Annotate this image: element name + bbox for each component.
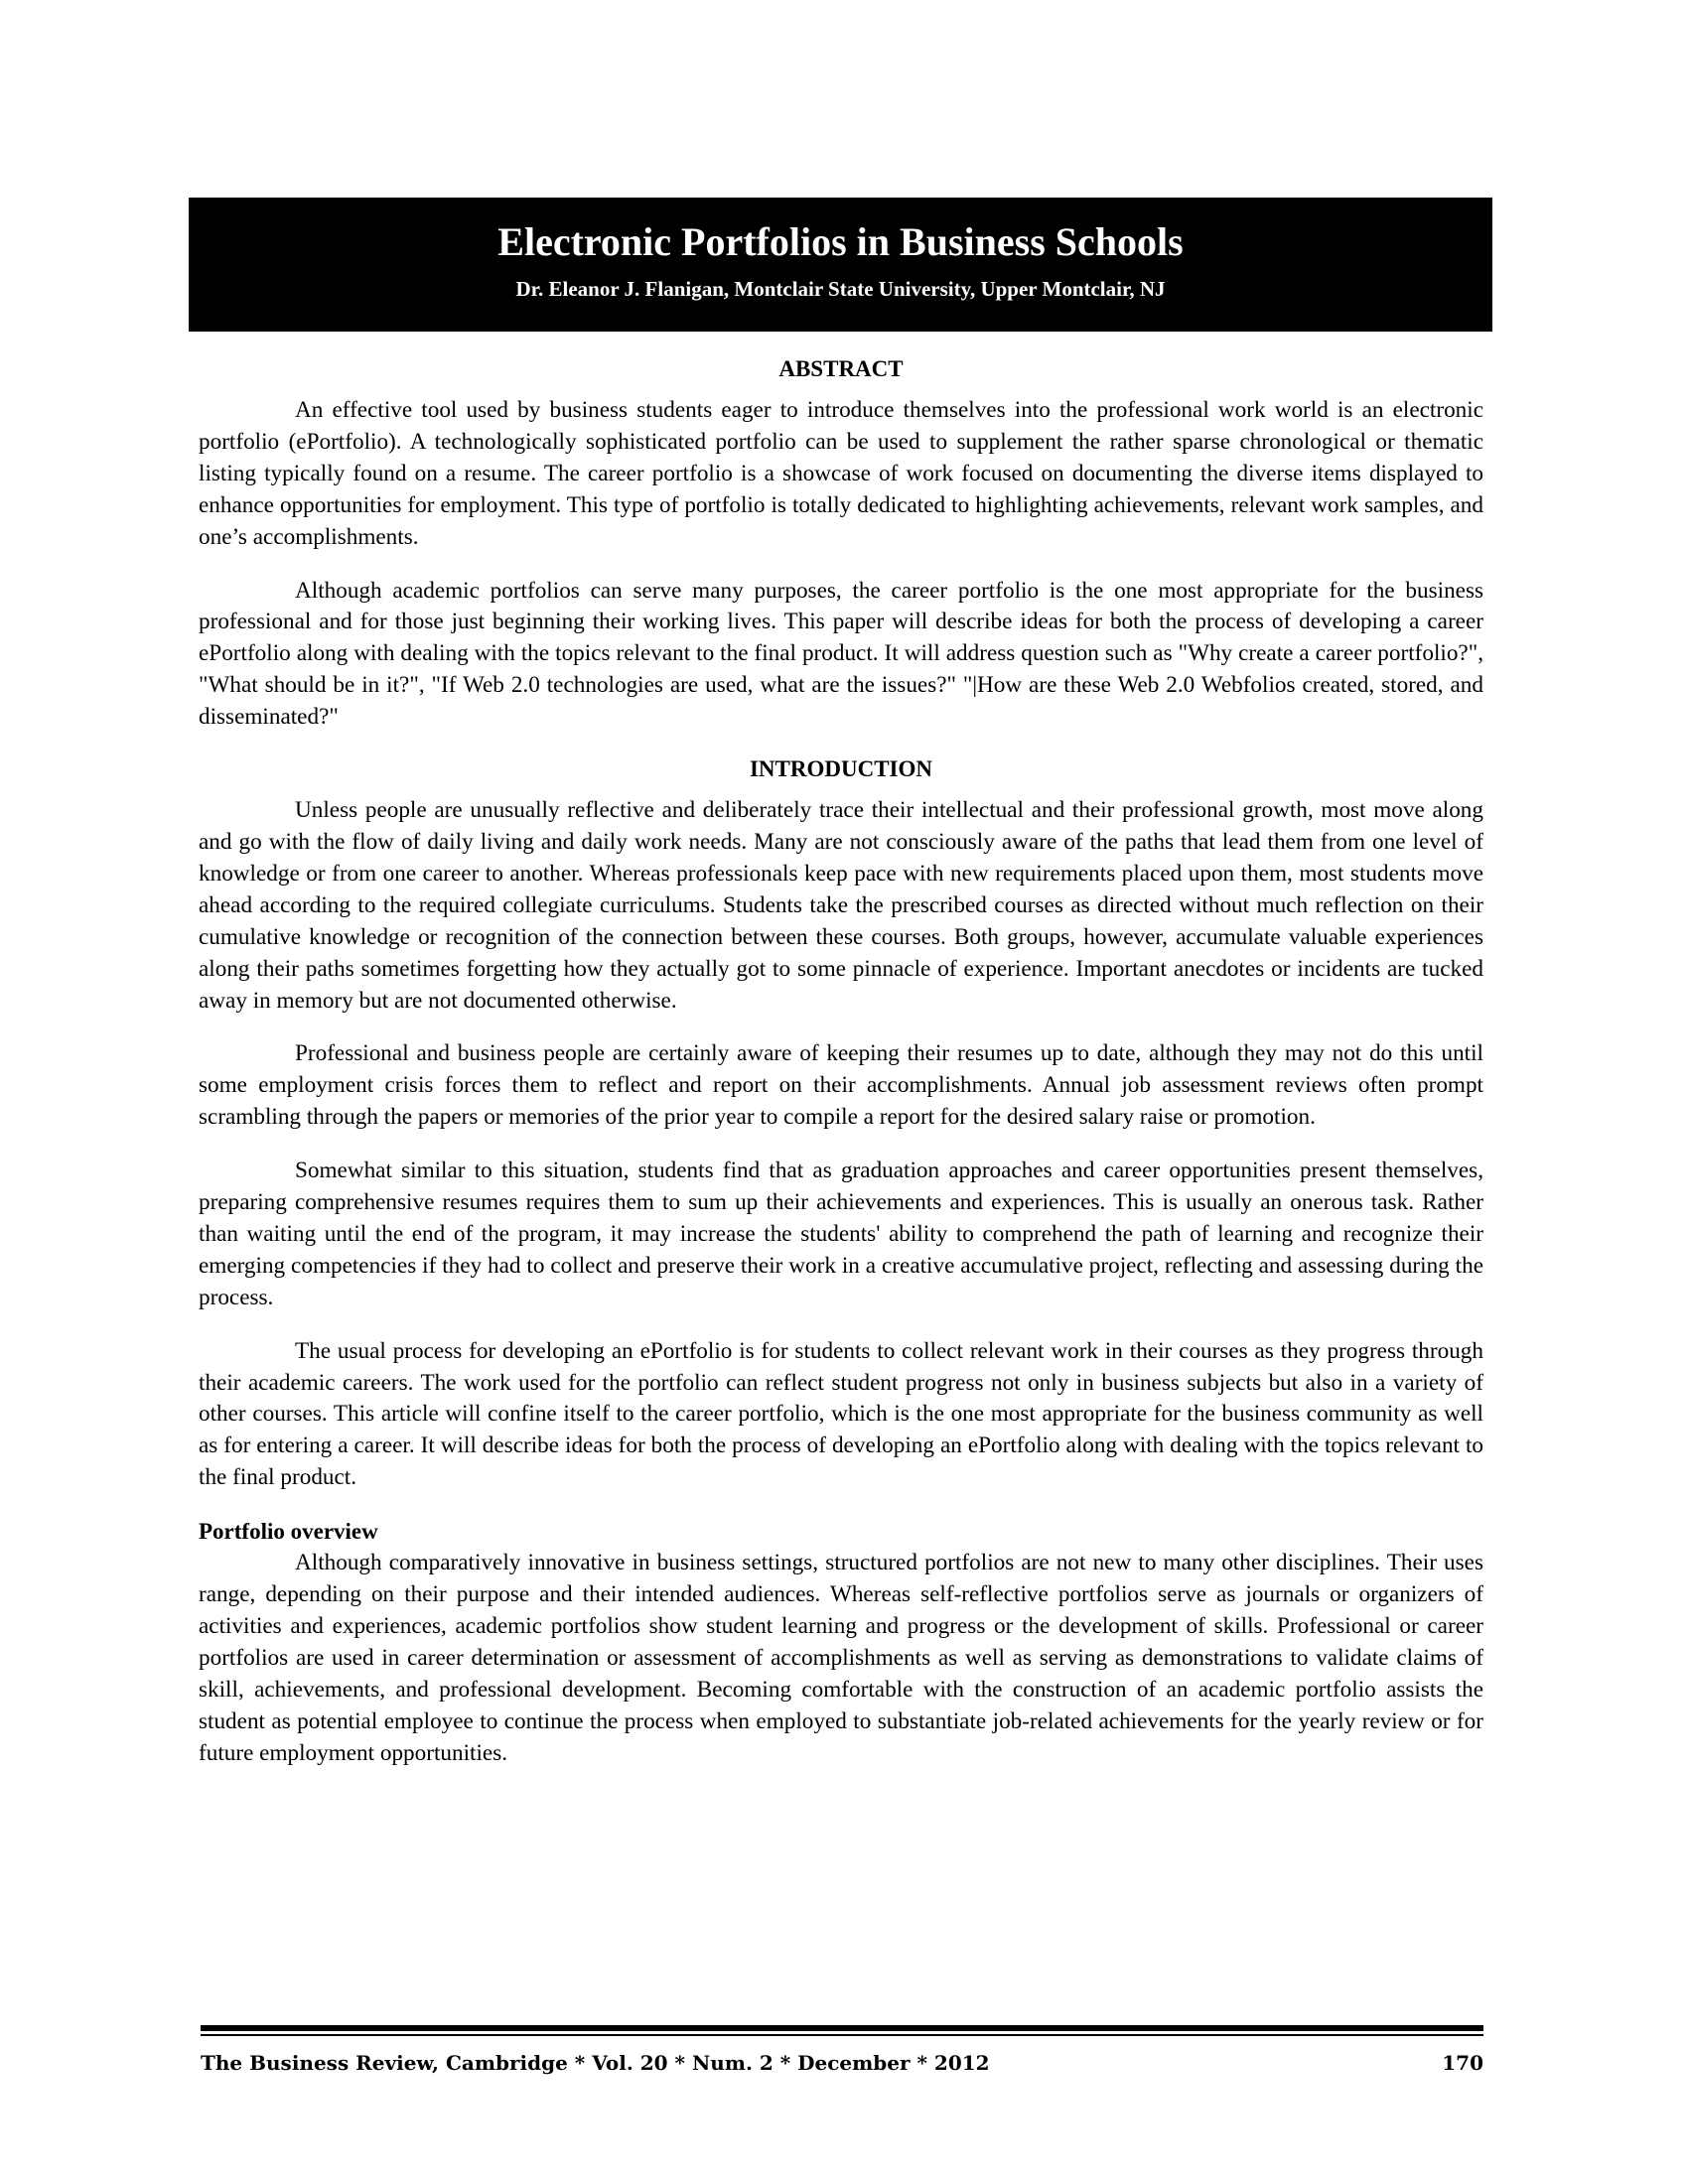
abstract-paragraph: Although academic portfolios can serve many purposes, the career portfolio is the one most appropriate for the business professional and for those just beginning their working lives. This paper will describe ideas for both the process of developing a career ePortfolio along with dealing with the topics relevant to the final product. It will address question such as "Why create a career portfolio?", "What should be in it?", "If Web 2.0 technologies are used, what are the issues?" "|How are these Web 2.0 Webfolios created, stored, and disseminated?" — [199, 577, 1483, 731]
abstract-heading: ABSTRACT — [778, 356, 904, 381]
journal-citation: The Business Review, Cambridge * Vol. 20 * Num. 2 * December * 2012 — [201, 2051, 990, 2075]
article-body — [199, 355, 1483, 1791]
introduction-paragraph: The usual process for developing an ePortfolio is for students to collect relevant work in their courses as they progress through their academic careers. The work used for the portfolio can reflect student progress not only in business subjects but also in a variety of other courses. This article will confine itself to the career portfolio, which is the one most appropriate for the business community as well as for entering a career. It will describe ideas for both the process of developing an ePortfolio along with dealing with the topics relevant to the final product. — [199, 1337, 1483, 1491]
page-footer — [201, 2051, 1483, 2081]
footer-divider-thin — [201, 2034, 1483, 2036]
introduction-heading: INTRODUCTION — [749, 756, 933, 782]
paper-title: Electronic Portfolios in Business Schools — [497, 219, 1184, 264]
author-byline: Dr. Eleanor J. Flanigan, Montclair State University, Upper Montclair, NJ — [515, 277, 1166, 301]
page-number: 170 — [1442, 2051, 1483, 2075]
introduction-paragraph: Somewhat similar to this situation, students find that as graduation approaches and career opportunities present themselves, preparing comprehensive resumes requires them to sum up their achievements and experiences. This is usually an onerous task. Rather than waiting until the end of the program, it may increase the students' ability to comprehend the path of learning and recognize their emerging competencies if they had to collect and preserve their work in a creative accumulative project, reflecting and assessing during the process. — [199, 1158, 1483, 1310]
introduction-paragraph: Professional and business people are certainly aware of keeping their resumes up to date, although they may not do this until some employment crisis forces them to reflect and report on their accomplishments. Annual job assessment reviews often prompt scrambling through the papers or memories of the prior year to compile a report for the desired salary raise or promotion. — [199, 1040, 1483, 1131]
footer-divider — [201, 2025, 1483, 2031]
abstract-paragraph: An effective tool used by business students eager to introduce themselves into the professional work world is an electronic portfolio (ePortfolio). A technologically sophisticated portfolio can be used to supplement the rather sparse chronological or thematic listing typically found on a resume. The career portfolio is a showcase of work focused on documenting the diverse items displayed to enhance opportunities for employment. This type of portfolio is totally dedicated to highlighting achievements, relevant work samples, and one’s accomplishments. — [199, 397, 1483, 550]
title-banner — [189, 198, 1492, 332]
portfolio-overview-heading: Portfolio overview — [199, 1519, 378, 1545]
portfolio-overview-paragraph: Although comparatively innovative in business settings, structured portfolios are not new to many other disciplines. Their uses range, depending on their purpose and their intended audiences. Whereas self-reflective portfolios serve as journals or organizers of activities and experiences, academic portfolios show student learning and progress or the development of skills. Professional or career portfolios are used in career determination or assessment of accomplishments as well as serving as demonstrations to validate claims of skill, achievements, and professional development. Becoming comfortable with the construction of an academic portfolio assists the student as potential employee to continue the process when employed to substantiate job-related achievements for the yearly review or for future employment opportunities. — [199, 1550, 1483, 1766]
introduction-paragraph: Unless people are unusually reflective and deliberately trace their intellectual and their professional growth, most move along and go with the flow of daily living and daily work needs. Many are not consciously aware of the paths that lead them from one level of knowledge or from one career to another. Whereas professionals keep pace with new requirements placed upon them, most students move ahead according to the required collegiate curriculums. Students take the prescribed courses as directed without much reflection on their cumulative knowledge or recognition of the connection between these courses. Both groups, however, accumulate valuable experiences along their paths sometimes forgetting how they actually got to some pinnacle of experience. Important anecdotes or incidents are tucked away in memory but are not documented otherwise. — [199, 797, 1483, 1014]
